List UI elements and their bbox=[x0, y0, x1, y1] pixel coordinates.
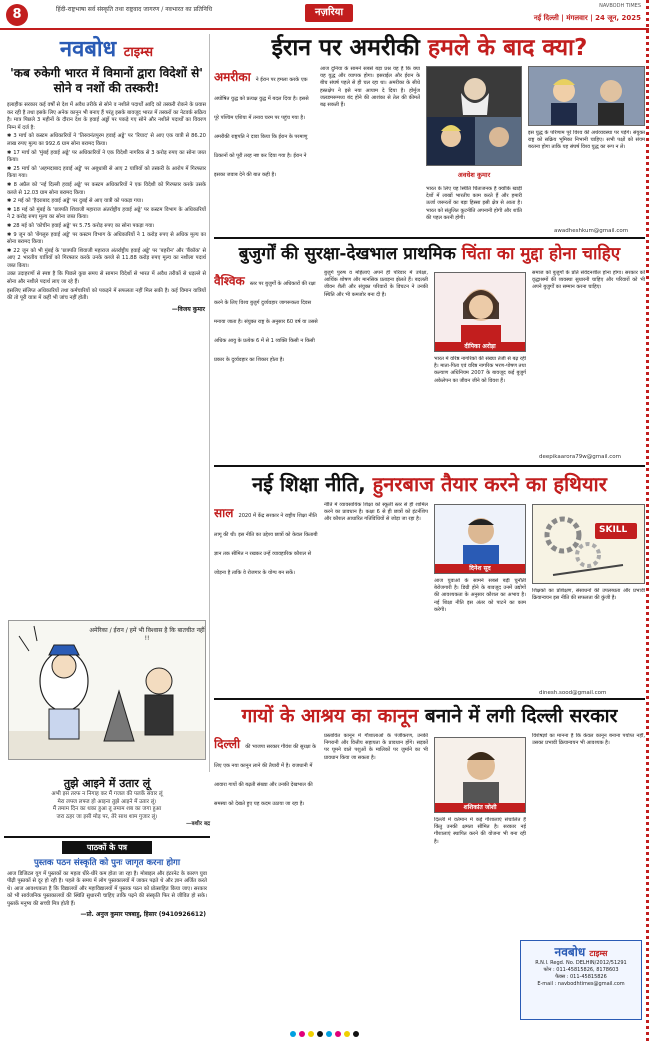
article-1-columns bbox=[214, 66, 645, 236]
magenta-dot bbox=[299, 1031, 305, 1037]
poem-title: तुझे आइने में उतार लूं bbox=[63, 777, 151, 790]
article-3-text: आज युवाओं के सामने सबसे बड़ी चुनौती बेरोजगारी है। डिग्री होने के बावजूद उनमें उद्योगों की आवश्यकता के अनुसार कौशल का अभाव है। नई शिक्षा नीति इस अंतर को पाटने का काम करेगी। bbox=[434, 578, 526, 613]
article-3-col-2 bbox=[324, 502, 428, 696]
article-education-policy bbox=[214, 470, 645, 700]
article-2-headline-b: चिंता का मुद्दा होना चाहिए bbox=[461, 244, 621, 264]
author-portrait bbox=[435, 273, 526, 352]
article-2-col-3 bbox=[434, 356, 526, 464]
imprint-logo bbox=[523, 943, 639, 960]
editorial-paragraph: ✱ 18 मई को मुंबई के 'छत्रपति शिवाजी महाराज अंतर्राष्ट्रीय हवाई अड्डे' पर कस्टम विभाग के अधिकारियों ने 2 करोड़ रुपए मूल्य का सोना जब्त किया। bbox=[7, 206, 206, 221]
editorial-paragraph: उक्त उदाहरणों से स्पष्ट है कि पिछले कुछ समय से सामान विदेशों से भारत में अवैध तरीकों से धड़ल्ले से सोना और नशीले पदार्थ लाए जा रहे हैं। bbox=[7, 271, 206, 286]
politicians-image bbox=[529, 67, 645, 126]
letters-tab: पाठकों के पत्र bbox=[62, 841, 152, 854]
letters-author: —प्रो. अनुज कुमार पत्रबाहु, हिसार (9410926612) bbox=[80, 911, 206, 919]
article-4-headline-a: गायों के आश्रय का कानून bbox=[241, 705, 419, 727]
article-iran-us bbox=[214, 34, 645, 239]
editorial-body bbox=[4, 102, 209, 303]
article-4-kicker: दिल्ली bbox=[214, 737, 241, 751]
poem-box bbox=[4, 776, 210, 832]
yellow-dot bbox=[344, 1031, 350, 1037]
black-dot bbox=[353, 1031, 359, 1037]
trump-photo bbox=[528, 66, 645, 126]
editorial-paragraph: ✱ 22 जून को भी मुंबई के 'छत्रपति शिवाजी महाराज अंतर्राष्ट्रीय हवाई अड्डे' पर 'बहरीन' और 'बैंकॉक' से आए 2 भारतीय यात्रियों को गिरफ्तार करके उनके कब्जे से 11.88 करोड़ रुपए मूल्य का नशीला पदार्थ जब्त किया। bbox=[7, 247, 206, 269]
page-number: 8 bbox=[6, 4, 28, 26]
header-tagline: हिंदी-राष्ट्रभाषा सर्व संस्कृति तथा राष्ट्रवाद जागरण / नवभारत का प्रतिनिधि bbox=[55, 6, 213, 13]
article-1-author: अवधेश कुमार bbox=[457, 171, 491, 179]
poem-line: जरा ठहर जा इसी मोड़ पर, तेरे साथ शाम गुजार लूं। bbox=[56, 813, 158, 820]
article-3-col-1 bbox=[214, 502, 318, 696]
letters-headline: पुस्तक पठन संस्कृति को पुनः जागृत करना होगा bbox=[33, 858, 181, 868]
article-4-headline bbox=[214, 703, 645, 729]
article-3-col-3 bbox=[434, 578, 526, 696]
article-4-text: विशेषज्ञों का मानना है कि केवल कानून बनाना पर्याप्त नहीं, उसका प्रभावी क्रियान्वयन भी आवश्यक है। bbox=[532, 733, 645, 747]
article-2-text: भारत में वरिष्ठ नागरिकों की संख्या तेजी से बढ़ रही है। माता-पिता एवं वरिष्ठ नागरिक भरण-पोषण तथा कल्याण अधिनियम 2007 के बावजूद कई बुजुर्ग अकेलेपन का जीवन जीने को विवश हैं। bbox=[434, 356, 526, 384]
article-elderly-care bbox=[214, 242, 645, 467]
article-1-text: ने ईरान पर हमला करके एक अघोषित युद्ध को प्रत्यक्ष युद्ध में बदल दिया है। इससे पूरे पश्चिम एशिया में तनाव चरम पर पहुंच गया है। अमरीकी राष्ट्रपति ने दावा किया कि ईरान के परमाणु ठिकानों को पूरी तरह नष्ट कर दिया गया है। ईरान ने इसका जवाब देने की बात कही है। bbox=[214, 77, 309, 178]
author-photo-dinesh bbox=[434, 504, 526, 574]
brand-name: NAVBODH TIMES bbox=[599, 3, 641, 9]
poem-line: मैं तमाम दिन का थका हुआ तू तमाम शब का जगा हुआ bbox=[52, 806, 162, 812]
article-3-text: 2020 में केंद्र सरकार ने राष्ट्रीय शिक्षा नीति लागू की थी। इस नीति का उद्देश्य छात्रों को केवल किताबी ज्ञान तक सीमित न रखकर उन्हें व्यावहारिक कौशल से जोड़ना है ताकि वे रोजगार के योग्य बन सकें। bbox=[214, 513, 318, 576]
author-photo-deepika bbox=[434, 272, 526, 352]
article-1-text: भारत के लिए यह स्थिति चिंताजनक है क्योंकि खाड़ी देशों में लाखों भारतीय काम करते हैं और हमारी ऊर्जा जरूरतों का बड़ा हिस्सा इसी क्षेत्र से आता है। भारत को संतुलित कूटनीति अपनानी होगी और शांति की पहल करनी होगी। bbox=[426, 186, 522, 221]
masthead-logo bbox=[4, 34, 209, 64]
poem-body bbox=[4, 791, 210, 829]
masthead-suffix: टाइम्स bbox=[123, 45, 154, 60]
article-1-text: इस युद्ध के परिणाम पूरे विश्व की अर्थव्यवस्था पर पड़ेंगे। संयुक्त राष्ट्र को सक्रिय भूमिका निभानी चाहिए। सभी पक्षों को संयम बरतना होगा ताकि यह संघर्ष विश्व युद्ध का रूप न ले। bbox=[528, 130, 645, 151]
article-2-author: दीपिका अरोड़ा bbox=[435, 342, 525, 351]
imprint-line: E-mail : navbodhtimes@gmail.com bbox=[537, 981, 625, 987]
article-4-col-2 bbox=[324, 733, 428, 1019]
article-3-col-4 bbox=[532, 588, 645, 688]
section-title: नज़रिया bbox=[305, 4, 353, 22]
dateline: नई दिल्ली | मंगलवार | 24 जून, 2025 bbox=[533, 14, 641, 22]
article-3-text: नीति में व्यावसायिक शिक्षा को स्कूली स्तर से ही शामिल करने का प्रावधान है। कक्षा 6 से ही छात्रों को इंटर्नशिप और कौशल आधारित गतिविधियों से जोड़ा जा रहा है। bbox=[324, 502, 428, 523]
editorial-paragraph: इसलिए संलिप्त अधिकारियों तथा कर्मचारियों को पकड़ने में सफलता नहीं मिल सकी है। कई विमान यात्रियों की तो पूरी यात्रा में कहीं भी जांच नहीं होती। bbox=[7, 287, 206, 302]
black-dot bbox=[317, 1031, 323, 1037]
yellow-dot bbox=[308, 1031, 314, 1037]
article-2-col-2 bbox=[324, 270, 428, 464]
article-2-kicker: वैश्विक bbox=[214, 274, 245, 288]
article-2-text: समाज को बुजुर्गों के प्रति संवेदनशील होना होगा। सरकार को वृद्धाश्रमों की व्यवस्था सुधारनी चाहिए और परिवारों को भी अपने बुजुर्गों का सम्मान करना चाहिए। bbox=[532, 270, 645, 291]
article-1-text: आज दुनिया के सामने सबसे बड़ा प्रश्न यह है कि क्या यह युद्ध और व्यापक होगा। इसराईल और ईरान के बीच संघर्ष पहले से ही चल रहा था। अमरीका के सीधे हस्तक्षेप ने इसे नया आयाम दे दिया है। होर्मुज जलडमरूमध्य बंद होने की आशंका से तेल की कीमतें बढ़ सकती हैं। bbox=[320, 66, 420, 109]
article-4-col-1 bbox=[214, 733, 318, 1019]
editorial-paragraph: ✱ 8 अप्रैल को 'नई दिल्ली हवाई अड्डे' पर कस्टम अधिकारियों ने एक विदेशी को गिरफ्तार करके उसके कब्जे से 12.03 ग्राम सोना बरामद किया। bbox=[7, 181, 206, 196]
page-header bbox=[0, 0, 649, 30]
author-photo-shashikant bbox=[434, 737, 526, 813]
article-1-col-4 bbox=[528, 130, 645, 226]
imprint-logo-suffix: टाइम्स bbox=[589, 948, 608, 958]
editorial-paragraph: ✱ 28 मई को 'कोचीन हवाई अड्डे' पर 5.75 करोड़ रुपए का सोना पकड़ा गया। bbox=[7, 222, 155, 229]
article-3-author: दिनेश सूद bbox=[435, 564, 525, 573]
article-1-col-1 bbox=[214, 66, 314, 234]
masthead-name: नवबोध bbox=[59, 36, 117, 62]
article-4-text: दिल्ली में वर्तमान में कई गौशालाएं संचालित हैं किंतु उनकी क्षमता सीमित है। सरकार नई गौशालाएं स्थापित करने की योजना भी बना रही है। bbox=[434, 817, 526, 845]
poem-line: मेरा लफ्ज लफ्ज हो आइना तुझे आइने में उतार लूं। bbox=[57, 798, 157, 805]
article-3-headline-b: हुनरबाज तैयार करने का हथियार bbox=[372, 472, 607, 496]
article-1-col-2 bbox=[320, 66, 420, 234]
article-2-headline bbox=[214, 242, 645, 266]
skill-illustration bbox=[532, 504, 645, 584]
imprint-logo-name: नवबोध bbox=[554, 945, 586, 959]
magenta-dot bbox=[335, 1031, 341, 1037]
editorial-paragraph: ✱ 2 मई को 'हैदराबाद हवाई अड्डे' पर दुबई से आए यात्री को पकड़ा गया। bbox=[7, 198, 144, 205]
article-3-email: dinesh.sood@gmail.com bbox=[539, 690, 607, 696]
editorial-paragraph: ✱ 17 मार्च को 'मुंबई हवाई अड्डे' पर अधिकारियों ने एक विदेशी नागरिक से 3 करोड़ रुपए का सोना जब्त किया। bbox=[7, 149, 206, 164]
article-1-headline-b: हमले के बाद क्या? bbox=[427, 35, 588, 61]
article-2-col-4 bbox=[532, 270, 645, 450]
portraits-image bbox=[427, 67, 522, 166]
cyan-dot bbox=[290, 1031, 296, 1037]
article-4-col-3 bbox=[434, 817, 526, 1019]
editorial-headline: 'कब रुकेगी भारत में विमानों द्वारा विदेशों से' सोने व नशों की तस्करी! bbox=[10, 66, 203, 95]
print-registration-marks bbox=[0, 1031, 649, 1039]
imprint-line: R.N.I. Regd. No. DELHIN/2012/51291 bbox=[535, 960, 627, 966]
article-3-headline bbox=[214, 470, 645, 498]
article-1-col-3 bbox=[426, 186, 522, 234]
article-2-text: स्तर पर बुजुर्गों के अधिकारों की रक्षा करने के लिए विश्व बुजुर्ग दुर्व्यवहार जागरूकता दिवस मनाया जाता है। संयुक्त राष्ट्र के अनुसार 60 वर्ष या उससे अधिक आयु के प्रत्येक 6 में से 1 व्यक्ति किसी न किसी प्रकार के दुर्व्यवहार का शिकार होता है। bbox=[214, 281, 318, 363]
editorial-paragraph: इलाहीक सरकार कई वर्षों से देश में अवैध तरीके से सोने व नशीले पदार्थों आदि को तस्करी रोकने के प्रयास कर रही है तथा इसके लिए अनेक कानून भी बनाए हैं परंतु इसके बावजूद भारत में तस्करों का नेटवर्क सक्रिय है। मात्र पिछले 3 महीनों के दौरान देश के हवाई अड्डों पर पकड़े गए सोने और नशीले पदार्थों का विवरण निम्न में दर्ज है: bbox=[7, 102, 206, 131]
article-3-kicker: साल bbox=[214, 506, 234, 520]
article-4-col-4 bbox=[532, 733, 645, 933]
editorial-paragraph: ✱ 3 मार्च को कस्टम अधिकारियों ने 'तिरुवनंतपुरम हवाई अड्डे' पर 'रियाद' से आए एक यात्री से 86.20 लाख रुपए मूल्य का 992.6 ग्राम सोना बरामद किया। bbox=[7, 133, 206, 147]
editorial-paragraph: ✱ 9 जून को 'बेंगलुरु हवाई अड्डे' पर कस्टम विभाग के अधिकारियों ने 1 करोड़ रुपए से अधिक मूल्य का सोना बरामद किया। bbox=[7, 231, 206, 246]
letters-body: आज डिजिटल युग में पुस्तकों का महत्व धीरे-धीरे कम होता जा रहा है। मोबाइल और इंटरनेट के कारण युवा पीढ़ी पुस्तकों से दूर हो रही है। पहले के समय में लोग पुस्तकालयों में जाकर पढ़ते थे और ज्ञान अर्जित करते थे। आज आवश्यकता है कि विद्यालयों और महाविद्यालयों में पुस्तक पठन को प्रोत्साहित किया जाए। सरकार को भी सार्वजनिक पुस्तकालयों की स्थिति सुधारनी चाहिए ताकि पढ़ने की संस्कृति फिर से जीवित हो सके। पुस्तकें मनुष्य की सच्ची मित्र होती हैं। bbox=[7, 871, 207, 907]
author-portrait bbox=[435, 738, 526, 813]
poem-author: —बशीर बद्र bbox=[185, 821, 210, 827]
article-4-author: शशिकांत जोशी bbox=[435, 803, 525, 812]
article-1-headline-a: ईरान पर अमरीकी bbox=[271, 35, 420, 61]
imprint-box bbox=[520, 940, 642, 1020]
article-2-text: बुजुर्ग पुरुष व महिलाएं अपने ही परिवार में उपेक्षा, आर्थिक शोषण और मानसिक प्रताड़ना झेलते हैं। बदलती जीवन शैली और संयुक्त परिवारों के विघटन ने उनकी स्थिति और भी कमजोर बना दी है। bbox=[324, 270, 428, 298]
imprint-line: फैक्स : 011-45815826 bbox=[555, 974, 607, 980]
editorial-column bbox=[4, 34, 210, 772]
editorial-cartoon bbox=[8, 620, 206, 760]
article-4-text: की भाजपा सरकार गौवंश की सुरक्षा के लिए एक नया कानून लाने की तैयारी में है। राजधानी में आवारा गायों की बढ़ती संख्या और उनकी देखभाल की समस्या को देखते हुए यह कदम उठाया जा रहा है। bbox=[214, 744, 317, 807]
editorial-paragraph: ✱ 25 मार्च को 'अहमदाबाद हवाई अड्डे' पर अबूधाबी से आए 2 यात्रियों को तस्करी के आरोप में गिरफ्तार किया गया। bbox=[7, 165, 206, 180]
letters-section bbox=[4, 836, 210, 1022]
article-3-text: शिक्षकों का प्रशिक्षण, संसाधनों की उपलब्धता और प्रभावी क्रियान्वयन इस नीति की सफलता की कुंजी है। bbox=[532, 588, 645, 602]
skill-label: SKILL bbox=[599, 525, 628, 535]
cyan-dot bbox=[326, 1031, 332, 1037]
article-2-email: deepikaarora79w@gmail.com bbox=[539, 454, 622, 460]
article-1-kicker: अमरीका bbox=[214, 70, 251, 84]
article-1-email: awadheshkum@gmail.com bbox=[554, 228, 629, 234]
article-2-headline-a: बुजुर्गों की सुरक्षा-देखभाल प्राथमिक bbox=[238, 244, 456, 264]
cartoon-caption: अमेरिका / ईरान / हमें भी विश्वास है कि बातचीत नहीं !! bbox=[89, 627, 205, 642]
article-4-headline-b: बनाने में लगी दिल्ली सरकार bbox=[424, 705, 618, 727]
editorial-author: —विजय कुमार bbox=[171, 305, 205, 313]
poem-line: अभी इस तरफ न निगाह कर मैं गजल की पलकें संवार लूं bbox=[51, 791, 163, 797]
article-1-headline bbox=[214, 34, 645, 62]
leader-photos bbox=[426, 66, 522, 166]
skill-graphic bbox=[533, 505, 645, 584]
article-1-author-box bbox=[426, 170, 522, 184]
article-4-text: प्रस्तावित कानून में गौशालाओं के पंजीकरण, उनकी निगरानी और वित्तीय सहायता के प्रावधान होंगे। सड़कों पर घूमने वाले पशुओं के मालिकों पर जुर्माने का भी प्रावधान किया जा सकता है। bbox=[324, 733, 428, 761]
article-3-headline-a: नई शिक्षा नीति, bbox=[252, 472, 366, 496]
imprint-line: फोन : 011-45815826, 8178603 bbox=[543, 967, 619, 973]
article-2-col-1 bbox=[214, 270, 318, 464]
